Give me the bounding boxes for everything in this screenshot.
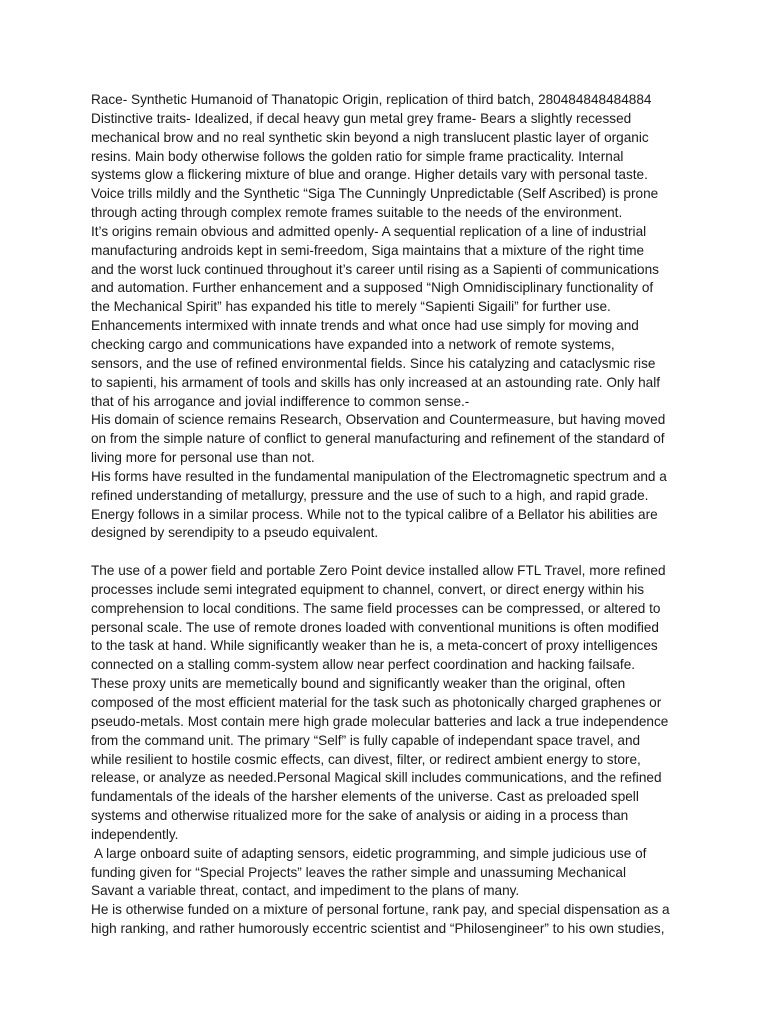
text-line: connected on a stalling comm-system allow near perfect coordination and hacking failsafe. xyxy=(91,657,636,673)
text-line: Enhancements intermixed with innate trends and what once had use simply for moving and xyxy=(91,318,639,334)
paragraph-origins xyxy=(91,223,691,411)
text-line: mechanical brow and no real synthetic skin beyond a nigh translucent plastic layer of organic xyxy=(91,129,649,145)
blank-line xyxy=(91,543,691,562)
paragraph-domain xyxy=(91,411,691,468)
paragraph-equipment xyxy=(91,562,691,845)
text-line: systems glow a flickering mixture of blue and orange. Higher details vary with personal taste. xyxy=(91,167,648,183)
document-page xyxy=(91,91,691,939)
paragraph-funding xyxy=(91,901,691,939)
text-line: Distinctive traits- Idealized, if decal heavy gun metal grey frame- Bears a slightly recessed xyxy=(91,110,632,126)
text-line: high ranking, and rather humorously eccentric scientist and “Philosengineer” to his own studies, xyxy=(91,921,665,937)
text-line: Voice trills mildly and the Synthetic “Siga The Cunningly Unpredictable (Self Ascribed) is prone xyxy=(91,186,659,202)
text-line: Race- Synthetic Humanoid of Thanatopic Origin, replication of third batch, 280484848484884 xyxy=(91,92,652,107)
text-line: His forms have resulted in the fundamental manipulation of the Electromagnetic spectrum and a xyxy=(91,468,667,484)
text-line: to the task at hand. While significantly weaker than he is, a meta-concert of proxy intelligences xyxy=(91,638,658,654)
text-line: that of his arrogance and jovial indifference to common sense.- xyxy=(91,393,470,409)
text-line: living more for personal use than not. xyxy=(91,450,315,466)
text-line: He is otherwise funded on a mixture of personal fortune, rank pay, and special dispensation as a xyxy=(91,902,670,918)
text-line: composed of the most efficient material for the task such as photonically charged graphenes or xyxy=(91,695,662,710)
text-line: and automation. Further enhancement and a supposed “Nigh Omnidisciplinary functionality of xyxy=(91,280,654,296)
text-line: the Mechanical Spirit” has expanded his title to merely “Sapienti Sigaili” for further use. xyxy=(91,299,611,315)
text-line: through acting through complex remote frames suitable to the needs of the environment. xyxy=(91,205,623,221)
text-line: release, or analyze as needed.Personal Magical skill includes communications, and the refined xyxy=(91,770,662,786)
text-line: and the worst luck continued throughout it’s career until rising as a Sapienti of communications xyxy=(91,261,659,277)
text-line: to sapienti, his armament of tools and skills has only increased at an astounding rate. Only half xyxy=(91,374,660,390)
text-line: Energy follows in a similar process. While not to the typical calibre of a Bellator his abilities are xyxy=(91,506,658,522)
text-line: His domain of science remains Research, Observation and Countermeasure, but having moved xyxy=(91,412,666,428)
text-line: on from the simple nature of conflict to general manufacturing and refinement of the standard of xyxy=(91,431,665,447)
text-line: independently. xyxy=(91,826,179,842)
text-line: manufacturing androids kept in semi-freedom, Siga maintains that a mixture of the right time xyxy=(91,242,645,258)
text-line: These proxy units are memetically bound and significantly weaker than the original, often xyxy=(91,676,626,692)
text-line: The use of a power field and portable Zero Point device installed allow FTL Travel, more refined xyxy=(91,563,666,579)
text-line: pseudo-metals. Most contain mere high grade molecular batteries and lack a true independence xyxy=(91,713,669,729)
paragraph-forms xyxy=(91,468,691,543)
text-line: personal scale. The use of remote drones loaded with conventional munitions is often modified xyxy=(91,619,659,635)
paragraph-profile xyxy=(91,91,691,223)
text-line: sensors, and the use of refined environmental fields. Since his catalyzing and cataclysmic rise xyxy=(91,355,656,371)
text-line: systems and otherwise ritualized more for the sake of analysis or aiding in a process than xyxy=(91,808,629,824)
text-line: comprehension to local conditions. The same field processes can be compressed, or altered to xyxy=(91,600,661,616)
text-line: Savant a variable threat, contact, and impediment to the plans of many. xyxy=(91,883,520,899)
text-line: processes include semi integrated equipment to channel, convert, or direct energy within his xyxy=(91,581,645,597)
text-line: while resilient to hostile cosmic effects, can divest, filter, or redirect ambient energy to store, xyxy=(91,751,641,767)
text-line: refined understanding of metallurgy, pressure and the use of such to a high, and rapid grade. xyxy=(91,487,649,503)
text-line: funding given for “Special Projects” leaves the rather simple and unassuming Mechanical xyxy=(91,864,626,880)
text-line: It’s origins remain obvious and admitted openly- A sequential replication of a line of industrial xyxy=(91,223,647,239)
text-line: designed by serendipity to a pseudo equivalent. xyxy=(91,525,379,541)
text-line: fundamentals of the ideals of the harsher elements of the universe. Cast as preloaded spell xyxy=(91,789,639,805)
text-line: A large onboard suite of adapting sensors, eidetic programming, and simple judicious use of xyxy=(91,845,647,861)
text-line: resins. Main body otherwise follows the golden ratio for simple frame practicality. Internal xyxy=(91,148,624,164)
text-line: checking cargo and communications have expanded into a network of remote systems, xyxy=(91,336,615,352)
text-line: from the command unit. The primary “Self” is fully capable of independant space travel, and xyxy=(91,732,641,748)
paragraph-sensors xyxy=(91,845,691,902)
